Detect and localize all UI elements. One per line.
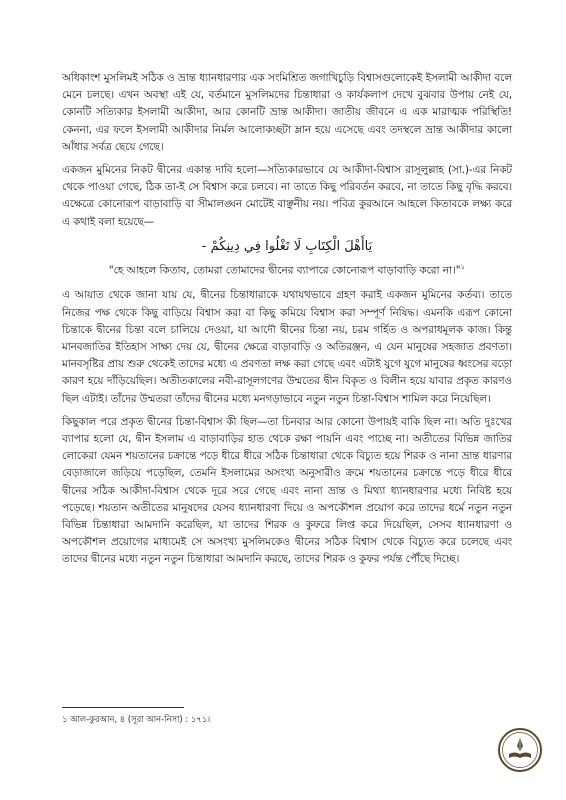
paragraph-2: একজন মুমিনের নিকট দ্বীনের একান্ত দাবি হলো—সত্যিকারভাবে যে আকীদা-বিশ্বাস রাসূলুল্লাহ (সা.)-এর নিকট থেকে পাওয়া গেছে, ঠিক তা-ই সে বিশ্বাস করে চলবে। না তাতে কিছু পরিবর্তন করবে, না তাতে কিছু বৃদ্ধি করবে। এক্ষেত্রে কোনোরূপ বাড়াবাড়ি বা সীমালঙ্ঘন মোটেই বাঞ্ছনীয় নয়। পবিত্র কুরআনে আহলে কিতাবকে লক্ষ্য করে এ কথাই বলা হয়েছে— [62,164,512,228]
paragraph-4: কিছুকাল পরে প্রকৃত দ্বীনের চিন্তা-বিশ্বাস কী ছিল—তা চিনবার আর কোনো উপায়ই বাকি ছিল না। অতি দুঃখের ব্যাপার হলো যে, দ্বীন ইসলাম এ বাড়াবাড়ির হাত থেকে রক্ষা পায়নি এবং পাচ্ছে না। অতীতের বিভিন্ন জাতির লোকেরা যেমন শয়তানের চক্রান্তে পড়ে ধীরে ধীরে সঠিক চিন্তাধারা থেকে বিচ্যুত হয়ে শিরক ও নানা ভ্রান্ত ধারণার বেড়াজালে জড়িয়ে পড়েছিল, তেমনি ইসলামের অসংখ্য অনুসারীও ক্রমে শয়তানের চক্রান্তে পড়ে ধীরে ধীরে দ্বীনের সঠিক আকীদা-বিশ্বাস থেকে দূরে সরে গেছে এবং নানা ভ্রান্ত ও মিথ্যা ধ্যানধারণার মধ্যে নিবিষ্ট হয়ে পড়েছে। শয়তান অতীতের মানুষদের যেসব ধ্যানধারণা দিয়ে ও অপকৌশল প্রয়োগ করে তাদের ধর্মে নতুন নতুন বিভিন্ন চিন্তাধারা আমদানি করেছিল, যা তাদের শিরক ও কুফরে লিপ্ত করে দিয়েছিল, সেসব ধ্যানধারণা ও অপকৌশল প্রয়োগের মাধ্যমেই সে অসংখ্য মুসলিমকেও দ্বীনের সঠিক বিশ্বাস থেকে বিচ্যুত করে চলেছে এবং তাদের দ্বীনের মধ্যে নতুন নতুন চিন্তাধারা আমদানি করছে, তাদের শিরক ও কুফর পর্যন্ত পৌঁছে দিচ্ছে। [62,415,512,566]
footnote-ref[interactable]: ১ [460,262,466,271]
footnote-divider [62,707,184,708]
footnote: ১ আল-কুরআন, ৪ (সূরা আন-নিসা) : ১৭১। [62,714,211,724]
verse-translation-text: "হে আহলে কিতাব, তোমরা তোমাদের দ্বীনের ব্যাপারে কোনোরূপ বাড়াবাড়ি করো না।" [108,264,461,277]
paragraph-3: এ আয়াত থেকে জানা যায় যে, দ্বীনের চিন্তাধারাকে যথাযথভাবে গ্রহণ করাই একজন মুমিনের কর্তব্য। তাতে নিজের পক্ষ থেকে কিছু বাড়িয়ে বিশ্বাস করা বা কিছু কমিয়ে বিশ্বাস করা সম্পূর্ণ নিষিদ্ধ। এমনকি এরূপ কোনো চিন্তাকে দ্বীনের চিন্তা বলে চালিয়ে দেওয়া, যা আদৌ দ্বীনের চিন্তা নয়, চরম গর্হিত ও অপরাধমূলক কাজ। কিন্তু মানবজাতির ইতিহাস সাক্ষ্য দেয় যে, দ্বীনের ক্ষেত্রে বাড়াবাড়ি ও অতিরঞ্জন, এ যেন মানুষের সহজাত প্রবণতা। মানবসৃষ্টির প্রায় শুরু থেকেই তাদের মধ্যে এ প্রবণতা লক্ষ করা গেছে এবং এটাই যুগে যুগে মানুষের ধ্বংসের বড়ো কারণ হয়ে দাঁড়িয়েছিল। অতীতকালের নবী-রাসূলগণের উম্মতের দ্বীন বিকৃত ও বিলীন হয়ে যাবার প্রকৃত কারণও ছিল এটাই। তাঁদের উম্মতরা তাঁদের দ্বীনের মধ্যে মনগড়াভাবে নতুন নতুন চিন্তা-বিশ্বাস শামিল করে নিয়েছিল। [62,289,512,405]
page-body [62,70,512,575]
verse-translation [62,259,512,279]
paragraph-1: অধিকাংশ মুসলিমই সঠিক ও ভ্রান্ত ধ্যানধারণার এক সংমিশ্রিত জগাখিচুড়ি বিশ্বাসগুলোকেই ইসলামী আকীদা বলে মেনে চলছে। এখন অবস্থা এই যে, বর্তমানে মুসলিমদের চিন্তাধারা ও কার্যকলাপ দেখে বুঝবার উপায় নেই যে, কোনটি সত্যিকার ইসলামী আকীদা, আর কোনটি ভ্রান্ত আকীদা। জাতীয় জীবনে এ এক মারাত্মক পরিস্থিতি! কেননা, এর ফলে ইসলামী আকীদার নির্মল আলোকচ্ছটা ম্লান হয়ে এসেছে এবং তদস্থলে ভ্রান্ত আকীদার কালো আঁধার সর্বত্র ছেয়ে গেছে। [62,72,512,153]
book-pen-publisher-icon [497,727,543,773]
arabic-verse: يَاأَهْلَ الْكِتَابِ لَا تَغْلُوا فِي دِينِكُمْ - [201,238,373,254]
